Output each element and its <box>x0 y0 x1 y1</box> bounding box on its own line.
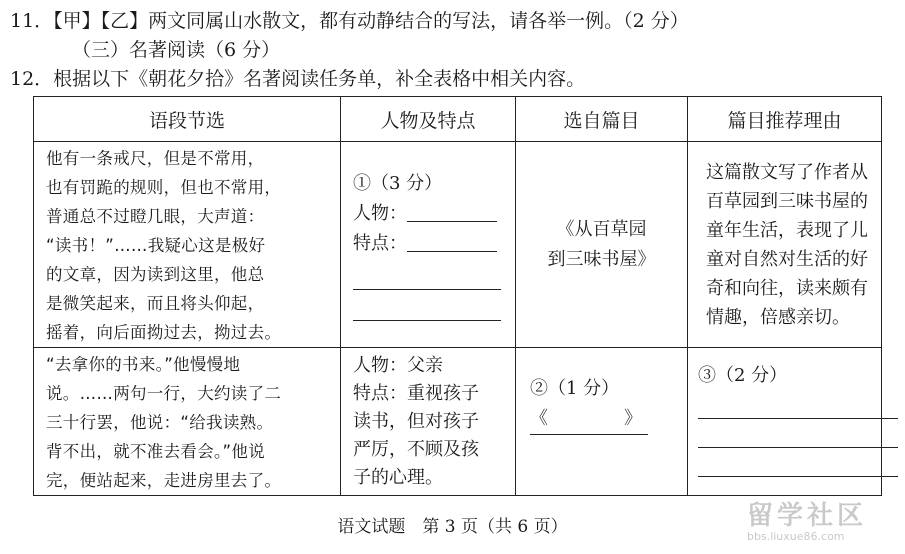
reason-line: 奇和向往，读来颇有 <box>706 277 868 299</box>
reason-line: 童对自然对生活的好 <box>706 248 868 270</box>
excerpt-line: 也有罚跪的规则，但也不常用， <box>46 178 282 197</box>
page-footer: 语文试题 第 3 页（共 6 页） <box>337 517 568 537</box>
task-table <box>33 96 882 496</box>
source-cell <box>516 142 688 348</box>
book-title-blank[interactable] <box>530 404 648 435</box>
trait-label: 特点： <box>353 232 407 254</box>
table-row <box>34 348 882 496</box>
excerpt-line: 三十行罢，他说：“给我读熟。 <box>46 413 274 432</box>
excerpt-line: 是微笑起来，而且将头仰起， <box>46 294 265 313</box>
book-close-quote: 》 <box>624 408 642 429</box>
header-excerpt: 语段节选 <box>34 97 341 142</box>
excerpt-line: 说。……两句一行，大约读了二 <box>46 384 282 403</box>
trait-line: 特点：重视孩子 <box>353 382 479 404</box>
excerpt-line: “读书！”……我疑心这是极好 <box>46 236 266 255</box>
trait-blank-line[interactable] <box>353 259 501 290</box>
reason-line: 这篇散文写了作者从 <box>706 161 868 183</box>
reason-cell <box>688 348 882 496</box>
trait-line: 子的心理。 <box>353 466 443 488</box>
excerpt-line: “去拿你的书来。”他慢慢地 <box>46 355 241 374</box>
watermark-main: 留学社区 <box>747 501 868 531</box>
trait-line: 读书，但对孩子 <box>353 410 479 432</box>
reason-line: 童年生活，表现了儿 <box>706 219 868 241</box>
question-11: 11．【甲】【乙】两文同属山水散文，都有动静结合的写法，请各举一例。（2 分） <box>10 10 689 32</box>
header-reason: 篇目推荐理由 <box>688 97 882 142</box>
excerpt-cell <box>34 348 341 496</box>
trait-blank[interactable] <box>407 231 497 252</box>
trait-line: 严厉，不顾及孩 <box>353 438 479 460</box>
table-header-row <box>34 97 882 142</box>
person-label: 人物： <box>353 202 407 224</box>
reason-blank-line[interactable] <box>698 419 898 448</box>
answer-mark-3: ③（2 分） <box>698 365 788 386</box>
question-12: 12．根据以下《朝花夕拾》名著阅读任务单，补全表格中相关内容。 <box>10 68 586 90</box>
excerpt-cell <box>34 142 341 348</box>
answer-mark-1: ①（3 分） <box>353 172 443 194</box>
reason-blank-line[interactable] <box>698 448 898 477</box>
answer-mark-2: ②（1 分） <box>530 378 620 399</box>
character-cell <box>341 348 516 496</box>
reason-line: 百草园到三味书屋的 <box>706 190 868 212</box>
watermark-url: bbs.liuxue86.com <box>747 530 845 543</box>
table-row <box>34 142 882 348</box>
watermark-logo <box>747 502 895 546</box>
source-line: 《从百草园 <box>556 218 647 240</box>
book-open-quote: 《 <box>530 408 548 429</box>
trait-blank-line[interactable] <box>353 290 501 321</box>
source-cell <box>516 348 688 496</box>
reason-blank-line[interactable] <box>698 390 898 419</box>
excerpt-line: 完，便站起来，走进房里去了。 <box>46 471 282 490</box>
trait-line: 人物：父亲 <box>353 354 443 376</box>
excerpt-line: 的文章，因为读到这里，他总 <box>46 265 265 284</box>
source-line: 到三味书屋》 <box>547 248 656 270</box>
excerpt-line: 他有一条戒尺，但是不常用， <box>46 149 265 168</box>
header-source: 选自篇目 <box>516 97 688 142</box>
excerpt-line: 摇着，向后面拗过去，拗过去。 <box>46 323 282 342</box>
reason-line: 情趣，倍感亲切。 <box>706 306 850 328</box>
person-blank[interactable] <box>407 201 497 222</box>
excerpt-line: 普通总不过瞪几眼，大声道： <box>46 207 265 226</box>
section-heading: （三）名著阅读（6 分） <box>72 39 281 61</box>
character-cell <box>341 142 516 348</box>
excerpt-line: 背不出，就不准去看会。”他说 <box>46 442 265 461</box>
header-character: 人物及特点 <box>341 97 516 142</box>
reason-cell <box>688 142 882 348</box>
